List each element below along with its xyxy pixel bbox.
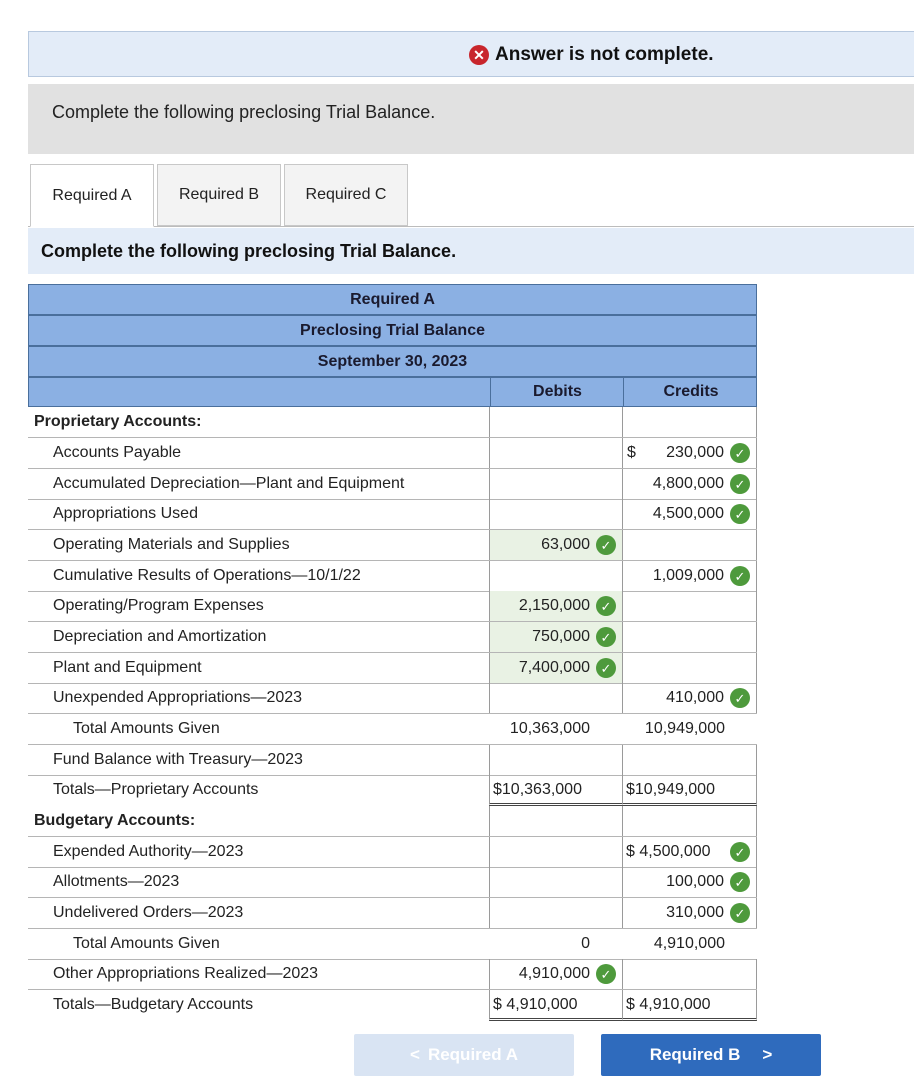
table-title: Required A — [28, 284, 757, 315]
check-icon: ✓ — [730, 872, 750, 892]
credit-cell[interactable] — [622, 898, 757, 928]
credit-cell[interactable] — [622, 530, 757, 560]
column-header-row — [28, 377, 757, 407]
account-label: Cumulative Results of Operations—10/1/22 — [53, 567, 361, 584]
table-row — [28, 837, 757, 868]
col-debits: Debits — [490, 378, 624, 406]
account-label: Plant and Equipment — [53, 659, 202, 676]
table-row — [28, 867, 757, 898]
status-banner — [28, 31, 914, 77]
debit-cell[interactable] — [489, 469, 622, 499]
debit-cell[interactable] — [489, 775, 622, 806]
debit-cell[interactable] — [489, 898, 622, 928]
debit-value: 750,000 — [532, 628, 590, 645]
dollar-sign: $ — [627, 444, 636, 461]
credit-value: 4,500,000 — [652, 505, 724, 522]
table-row — [28, 438, 757, 469]
table-row — [28, 775, 757, 806]
check-icon: ✓ — [730, 842, 750, 862]
table-row — [28, 469, 757, 500]
check-icon: ✓ — [596, 627, 616, 647]
credit-cell[interactable] — [622, 806, 757, 836]
account-label: Accounts Payable — [53, 444, 182, 461]
account-label: Total Amounts Given — [73, 935, 220, 952]
check-icon: ✓ — [730, 504, 750, 524]
check-icon: ✓ — [596, 964, 616, 984]
table-row — [28, 591, 757, 622]
debit-cell[interactable] — [489, 837, 622, 867]
chevron-right-icon: > — [762, 1045, 773, 1064]
debit-cell[interactable] — [489, 407, 622, 437]
debit-cell[interactable] — [489, 561, 622, 591]
account-label: Depreciation and Amortization — [53, 628, 267, 645]
table-row — [28, 898, 757, 929]
table-row — [28, 806, 757, 837]
credit-value: $ 4,500,000 — [626, 843, 711, 860]
tab-required-b[interactable]: Required B — [157, 164, 281, 226]
check-icon: ✓ — [730, 903, 750, 923]
table-row — [28, 683, 757, 714]
table-row — [28, 990, 757, 1021]
account-label: Allotments—2023 — [53, 873, 180, 890]
debit-cell[interactable] — [489, 499, 622, 529]
debit-cell[interactable] — [489, 622, 622, 652]
debit-value: 63,000 — [541, 536, 590, 553]
debit-cell[interactable] — [489, 806, 622, 836]
check-icon: ✓ — [730, 688, 750, 708]
tab-required-a[interactable]: Required A — [30, 164, 154, 227]
section-heading — [28, 228, 914, 274]
table-row — [28, 499, 757, 530]
table-row — [28, 653, 757, 684]
credit-cell[interactable] — [622, 561, 757, 591]
credit-cell[interactable] — [622, 591, 757, 621]
debit-cell[interactable] — [489, 959, 622, 989]
debit-cell — [489, 929, 622, 959]
debit-value: 10,363,000 — [509, 720, 590, 737]
debit-cell[interactable] — [489, 683, 622, 713]
credit-cell[interactable] — [622, 745, 757, 775]
credit-cell — [622, 714, 757, 744]
debit-cell[interactable] — [489, 867, 622, 897]
credit-value: 410,000 — [666, 689, 724, 706]
credit-cell[interactable] — [622, 683, 757, 713]
section-heading-text: Complete the following preclosing Trial Balance. — [41, 241, 457, 261]
section-label-budgetary: Budgetary Accounts: — [34, 812, 196, 829]
credit-cell[interactable] — [622, 837, 757, 867]
table-row — [28, 561, 757, 592]
debit-value: $10,363,000 — [493, 781, 582, 798]
debit-cell[interactable] — [489, 745, 622, 775]
check-icon: ✓ — [596, 596, 616, 616]
check-icon: ✓ — [730, 566, 750, 586]
table-row — [28, 929, 757, 960]
debit-cell[interactable] — [489, 990, 622, 1021]
chevron-left-icon: < — [410, 1045, 420, 1064]
credit-value: 4,800,000 — [652, 475, 724, 492]
prev-label: Required A — [427, 1045, 518, 1064]
credit-value: 4,910,000 — [653, 935, 725, 952]
debit-value: 2,150,000 — [518, 597, 590, 614]
account-label: Expended Authority—2023 — [53, 843, 244, 860]
check-icon: ✓ — [596, 535, 616, 555]
credit-cell[interactable] — [622, 775, 757, 806]
debit-cell[interactable] — [489, 653, 622, 683]
credit-cell[interactable] — [622, 407, 757, 437]
credit-value: 10,949,000 — [644, 720, 725, 737]
table-row — [28, 714, 757, 745]
account-label: Appropriations Used — [53, 505, 198, 522]
credit-cell — [622, 929, 757, 959]
requirement-tabs — [28, 164, 914, 227]
account-label: Totals—Budgetary Accounts — [53, 996, 254, 1013]
credit-value: 230,000 — [666, 444, 724, 461]
debit-cell[interactable] — [489, 438, 622, 468]
account-label: Operating/Program Expenses — [53, 597, 264, 614]
table-row — [28, 407, 757, 438]
account-label: Accumulated Depreciation—Plant and Equipment — [53, 475, 405, 492]
check-icon: ✓ — [596, 658, 616, 678]
prev-button[interactable] — [354, 1034, 574, 1076]
credit-value: $ 4,910,000 — [626, 996, 711, 1013]
check-icon: ✓ — [730, 443, 750, 463]
account-label: Fund Balance with Treasury—2023 — [53, 751, 303, 768]
debit-value: 0 — [581, 935, 590, 952]
account-label: Totals—Proprietary Accounts — [53, 781, 259, 798]
account-label: Unexpended Appropriations—2023 — [53, 689, 303, 706]
tab-required-c[interactable]: Required C — [284, 164, 408, 226]
error-icon: ✕ — [469, 45, 489, 65]
table-row — [28, 530, 757, 561]
debit-value: 7,400,000 — [518, 659, 590, 676]
next-button[interactable] — [601, 1034, 821, 1076]
table-row — [28, 745, 757, 776]
status-text: Answer is not complete. — [495, 44, 714, 65]
debit-value: 4,910,000 — [518, 965, 590, 982]
question-prompt — [28, 84, 914, 154]
debit-value: $ 4,910,000 — [493, 996, 578, 1013]
prompt-text: Complete the following preclosing Trial Balance. — [52, 102, 436, 122]
credit-cell[interactable] — [622, 867, 757, 897]
account-label: Operating Materials and Supplies — [53, 536, 290, 553]
account-label: Other Appropriations Realized—2023 — [53, 965, 319, 982]
credit-value: 100,000 — [666, 873, 724, 890]
credit-cell[interactable] — [622, 653, 757, 683]
check-icon: ✓ — [730, 474, 750, 494]
table-date: September 30, 2023 — [28, 346, 757, 377]
table-subtitle: Preclosing Trial Balance — [28, 315, 757, 346]
debit-cell[interactable] — [489, 591, 622, 621]
credit-value: $10,949,000 — [626, 781, 715, 798]
credit-cell[interactable] — [622, 990, 757, 1021]
credit-value: 310,000 — [666, 904, 724, 921]
credit-cell[interactable] — [622, 959, 757, 989]
table-row — [28, 959, 757, 990]
credit-cell[interactable] — [622, 469, 757, 499]
section-label-proprietary: Proprietary Accounts: — [34, 413, 202, 430]
credit-cell[interactable] — [622, 622, 757, 652]
debit-cell — [489, 714, 622, 744]
account-label: Undelivered Orders—2023 — [53, 904, 244, 921]
next-label: Required B — [649, 1045, 741, 1064]
table-row — [28, 622, 757, 653]
credit-value: 1,009,000 — [652, 567, 724, 584]
debit-cell[interactable] — [489, 530, 622, 560]
account-label: Total Amounts Given — [73, 720, 220, 737]
status-message — [469, 44, 714, 66]
col-credits: Credits — [623, 378, 758, 406]
credit-cell[interactable] — [622, 438, 757, 468]
credit-cell[interactable] — [622, 499, 757, 529]
